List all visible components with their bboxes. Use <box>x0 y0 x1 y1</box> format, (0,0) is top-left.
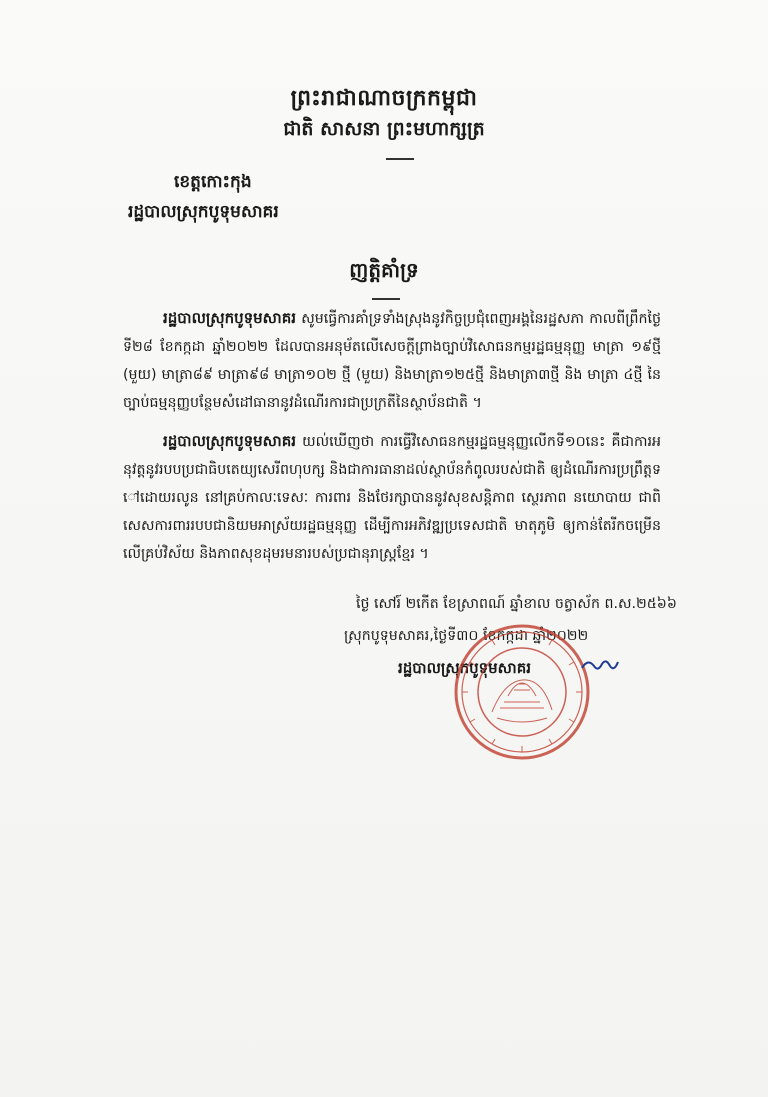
paragraph-2-text: យល់ឃើញថា ការធ្វើវិសោធនកម្មរដ្ឋធម្មនុញ្ញលើកទី១០នេះ គឺជាការអនុវត្តនូវរបបប្រជាធិបតេយ្យសេរីពហុបក្ស និងជាការធានាដល់ស្ថាប័នកំពូលរបស់ជាតិ ឲ្យដំណើរការប្រព្រឹត្តទៅដោយរលូន នៅគ្រប់កាលៈទេសៈ ការពារ និងថែរក្សាបាននូវសុខសន្តិភាព ស្ថេរភាព នយោបាយ ជាពិសេសការពាររបបជានិយមអាស្រ័យរដ្ឋធម្មនុញ្ញ ដើម្បីការអភិវឌ្ឍប្រទេសជាតិ មាតុភូមិ ឲ្យកាន់តែរីកចម្រើនលើគ្រប់វិស័យ និងភាពសុខដុមរមនារបស់ប្រជានុរាស្ត្រខ្មែរ ។ <box>123 434 662 562</box>
sender-administration: រដ្ឋបាលស្រុកបូទុមសាគរ <box>128 202 279 222</box>
paragraph-1 <box>123 304 661 417</box>
kingdom-header: ព្រះរាជាណាចក្រកម្ពុជា <box>290 86 478 111</box>
paragraph-1-subject: រដ្ឋបាលស្រុកបូទុមសាគរ <box>163 309 297 327</box>
lunar-date: ថ្ងៃ សៅរ៍ ២កើត ខែស្រាពណ៍ ឆ្នាំខាល ចត្វាស័ក ព.ស.២៥៦៦ <box>356 596 677 612</box>
document-title: ញត្តិគាំទ្រ <box>349 258 419 282</box>
title-divider <box>372 298 400 300</box>
signature-icon <box>580 656 620 676</box>
official-seal-icon <box>452 622 592 762</box>
paragraph-1-text: សូមធ្វើការគាំទ្រទាំងស្រុងនូវកិច្ចប្រជុំពេញអង្គនៃរដ្ឋសភា កាលពីព្រឹកថ្ងៃទី២៨ ខែកក្កដា ឆ្នាំ២០២២ ដែលបានអនុម័តលើសេចក្តីព្រាងច្បាប់វិសោធនកម្មរដ្ឋធម្មនុញ្ញ មាត្រា ១៩ថ្មី (មួយ) មាត្រា៨៩ មាត្រា៩៨ មាត្រា១០២ ថ្មី (មួយ) និងមាត្រា១២៥ថ្មី និងមាត្រា៣ថ្មី និង មាត្រា ៤ថ្មី នៃច្បាប់ធម្មនុញ្ញបន្ថែមសំដៅធានានូវដំណើរការជាប្រក្រតីនៃស្ថាប័នជាតិ ។ <box>123 311 661 411</box>
sender-province: ខេត្តកោះកុង <box>174 172 252 192</box>
paragraph-2-subject: រដ្ឋបាលស្រុកបូទុមសាគរ <box>163 432 297 450</box>
place-and-date: ស្រុកបូទុមសាគរ,ថ្ងៃទី៣០ ខែកក្កដា ឆ្នាំ២០២២ <box>344 628 589 644</box>
signer-title: រដ្ឋបាលស្រុកបូទុមសាគរ <box>398 659 532 677</box>
header-divider <box>386 158 414 160</box>
national-motto: ជាតិ សាសនា ព្រះមហាក្សត្រ <box>283 118 485 140</box>
paragraph-2 <box>123 427 661 568</box>
